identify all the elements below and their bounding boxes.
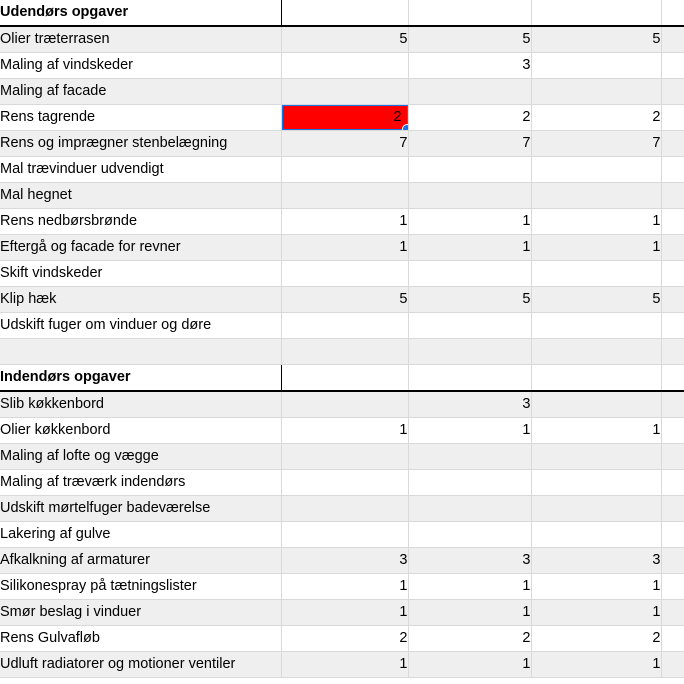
value-cell[interactable] bbox=[281, 522, 408, 548]
section-header-cell-tail[interactable] bbox=[661, 0, 684, 26]
table-row[interactable] bbox=[0, 574, 684, 600]
value-cell[interactable] bbox=[408, 470, 531, 496]
task-label-cell[interactable]: Smør beslag i vinduer bbox=[0, 600, 281, 626]
value-cell[interactable]: 1 bbox=[408, 209, 531, 235]
value-cell[interactable]: 5 bbox=[531, 26, 661, 53]
value-cell[interactable]: 1 bbox=[408, 652, 531, 678]
table-row[interactable] bbox=[0, 470, 684, 496]
value-cell[interactable] bbox=[281, 261, 408, 287]
table-row[interactable] bbox=[0, 496, 684, 522]
value-cell[interactable]: 7 bbox=[281, 131, 408, 157]
task-label-cell[interactable]: Rens og imprægner stenbelægning bbox=[0, 131, 281, 157]
table-row[interactable] bbox=[0, 548, 684, 574]
task-label-cell[interactable] bbox=[0, 339, 281, 365]
value-cell[interactable] bbox=[281, 79, 408, 105]
value-cell-tail[interactable] bbox=[661, 391, 684, 418]
table-row[interactable] bbox=[0, 418, 684, 444]
section-header-label[interactable]: Indendørs opgaver bbox=[0, 365, 281, 392]
value-cell-tail[interactable] bbox=[661, 522, 684, 548]
value-cell[interactable]: 1 bbox=[531, 209, 661, 235]
value-cell-tail[interactable] bbox=[661, 626, 684, 652]
value-cell[interactable]: 3 bbox=[408, 53, 531, 79]
value-cell[interactable] bbox=[531, 53, 661, 79]
section-header-cell[interactable] bbox=[281, 365, 408, 392]
value-cell-tail[interactable] bbox=[661, 287, 684, 313]
task-label-cell[interactable]: Skift vindskeder bbox=[0, 261, 281, 287]
value-cell[interactable] bbox=[408, 183, 531, 209]
table-row[interactable] bbox=[0, 235, 684, 261]
value-cell[interactable] bbox=[281, 470, 408, 496]
value-cell[interactable]: 7 bbox=[408, 131, 531, 157]
value-cell[interactable]: 5 bbox=[408, 287, 531, 313]
task-label-cell[interactable]: Eftergå og facade for revner bbox=[0, 235, 281, 261]
table-row[interactable] bbox=[0, 652, 684, 678]
value-cell[interactable]: 1 bbox=[281, 574, 408, 600]
table-row[interactable] bbox=[0, 26, 684, 53]
table-row[interactable] bbox=[0, 444, 684, 470]
section-header-cell[interactable] bbox=[531, 365, 661, 392]
value-cell-tail[interactable] bbox=[661, 574, 684, 600]
task-label-cell[interactable]: Rens nedbørsbrønde bbox=[0, 209, 281, 235]
value-cell-tail[interactable] bbox=[661, 157, 684, 183]
value-cell[interactable]: 1 bbox=[531, 418, 661, 444]
value-cell[interactable]: 3 bbox=[531, 548, 661, 574]
value-cell[interactable]: 1 bbox=[531, 574, 661, 600]
value-cell[interactable] bbox=[531, 496, 661, 522]
value-cell-tail[interactable] bbox=[661, 26, 684, 53]
table-row[interactable] bbox=[0, 157, 684, 183]
value-cell-tail[interactable] bbox=[661, 209, 684, 235]
value-cell[interactable]: 3 bbox=[408, 548, 531, 574]
value-cell[interactable] bbox=[281, 496, 408, 522]
value-cell-tail[interactable] bbox=[661, 235, 684, 261]
value-cell[interactable] bbox=[281, 444, 408, 470]
task-label-cell[interactable]: Maling af lofte og vægge bbox=[0, 444, 281, 470]
value-cell[interactable] bbox=[531, 339, 661, 365]
value-cell[interactable]: 1 bbox=[408, 235, 531, 261]
table-row[interactable] bbox=[0, 339, 684, 365]
task-label-cell[interactable]: Maling af facade bbox=[0, 79, 281, 105]
value-cell-tail[interactable] bbox=[661, 652, 684, 678]
value-cell[interactable] bbox=[281, 53, 408, 79]
value-cell-tail[interactable] bbox=[661, 53, 684, 79]
table-row[interactable] bbox=[0, 183, 684, 209]
task-label-cell[interactable]: Maling af træværk indendørs bbox=[0, 470, 281, 496]
value-cell[interactable]: 1 bbox=[281, 209, 408, 235]
task-label-cell[interactable]: Maling af vindskeder bbox=[0, 53, 281, 79]
value-cell[interactable] bbox=[408, 339, 531, 365]
value-cell[interactable] bbox=[531, 157, 661, 183]
section-header-row[interactable] bbox=[0, 365, 684, 392]
value-cell[interactable] bbox=[531, 522, 661, 548]
section-header-label[interactable]: Udendørs opgaver bbox=[0, 0, 281, 26]
table-row[interactable] bbox=[0, 287, 684, 313]
value-cell[interactable]: 2 bbox=[531, 105, 661, 131]
task-label-cell[interactable]: Mal trævinduer udvendigt bbox=[0, 157, 281, 183]
value-cell[interactable]: 1 bbox=[281, 600, 408, 626]
section-header-cell[interactable] bbox=[408, 365, 531, 392]
value-cell[interactable]: 2 bbox=[408, 105, 531, 131]
value-cell[interactable]: 1 bbox=[531, 600, 661, 626]
value-cell-tail[interactable] bbox=[661, 131, 684, 157]
table-row[interactable] bbox=[0, 261, 684, 287]
table-row[interactable] bbox=[0, 53, 684, 79]
table-row[interactable] bbox=[0, 313, 684, 339]
value-cell[interactable]: 1 bbox=[281, 652, 408, 678]
value-cell-tail[interactable] bbox=[661, 548, 684, 574]
value-cell-tail[interactable] bbox=[661, 261, 684, 287]
value-cell[interactable]: 5 bbox=[281, 287, 408, 313]
value-cell-tail[interactable] bbox=[661, 105, 684, 131]
value-cell[interactable] bbox=[531, 470, 661, 496]
value-cell-tail[interactable] bbox=[661, 339, 684, 365]
task-label-cell[interactable]: Silikonespray på tætningslister bbox=[0, 574, 281, 600]
value-cell-tail[interactable] bbox=[661, 313, 684, 339]
value-cell[interactable]: 1 bbox=[531, 652, 661, 678]
table-row[interactable] bbox=[0, 391, 684, 418]
task-label-cell[interactable]: Olier træterrasen bbox=[0, 26, 281, 53]
value-cell[interactable] bbox=[281, 183, 408, 209]
selected-cell-value: 2 bbox=[393, 109, 402, 125]
table-row[interactable] bbox=[0, 131, 684, 157]
value-cell-tail[interactable] bbox=[661, 79, 684, 105]
value-cell[interactable] bbox=[531, 313, 661, 339]
table-row[interactable] bbox=[0, 522, 684, 548]
task-label-cell[interactable]: Udskift mørtelfuger badeværelse bbox=[0, 496, 281, 522]
value-cell[interactable]: 5 bbox=[408, 26, 531, 53]
table-row[interactable] bbox=[0, 105, 684, 131]
value-cell[interactable] bbox=[408, 313, 531, 339]
value-cell[interactable]: 2 bbox=[281, 626, 408, 652]
value-cell[interactable]: 2 bbox=[531, 626, 661, 652]
value-cell[interactable]: 1 bbox=[408, 574, 531, 600]
value-cell[interactable] bbox=[408, 79, 531, 105]
value-cell-tail[interactable] bbox=[661, 470, 684, 496]
table-row[interactable] bbox=[0, 79, 684, 105]
value-cell[interactable]: 5 bbox=[531, 287, 661, 313]
value-cell[interactable]: 1 bbox=[281, 235, 408, 261]
task-label-cell[interactable]: Lakering af gulve bbox=[0, 522, 281, 548]
value-cell[interactable]: 1 bbox=[531, 235, 661, 261]
value-cell[interactable]: 5 bbox=[281, 26, 408, 53]
value-cell-tail[interactable] bbox=[661, 444, 684, 470]
section-header-cell[interactable] bbox=[281, 0, 408, 26]
value-cell[interactable] bbox=[531, 79, 661, 105]
value-cell-tail[interactable] bbox=[661, 183, 684, 209]
section-header-row[interactable] bbox=[0, 0, 684, 26]
value-cell[interactable] bbox=[281, 391, 408, 418]
value-cell[interactable] bbox=[408, 444, 531, 470]
task-label-cell[interactable]: Klip hæk bbox=[0, 287, 281, 313]
task-label-cell[interactable]: Olier køkkenbord bbox=[0, 418, 281, 444]
value-cell[interactable] bbox=[408, 496, 531, 522]
task-label-cell[interactable]: Slib køkkenbord bbox=[0, 391, 281, 418]
value-cell[interactable] bbox=[281, 313, 408, 339]
table-row[interactable] bbox=[0, 600, 684, 626]
task-label-cell[interactable]: Afkalkning af armaturer bbox=[0, 548, 281, 574]
value-cell-tail[interactable] bbox=[661, 600, 684, 626]
value-cell[interactable] bbox=[531, 183, 661, 209]
value-cell-tail[interactable] bbox=[661, 496, 684, 522]
value-cell[interactable]: 2 bbox=[408, 626, 531, 652]
value-cell[interactable] bbox=[531, 261, 661, 287]
task-label-cell[interactable]: Rens Gulvafløb bbox=[0, 626, 281, 652]
section-header-cell[interactable] bbox=[531, 0, 661, 26]
value-cell[interactable] bbox=[281, 157, 408, 183]
section-header-cell[interactable] bbox=[408, 0, 531, 26]
table-row[interactable] bbox=[0, 209, 684, 235]
value-cell[interactable]: 1 bbox=[281, 418, 408, 444]
task-label-cell[interactable]: Mal hegnet bbox=[0, 183, 281, 209]
value-cell[interactable] bbox=[281, 339, 408, 365]
section-header-cell-tail[interactable] bbox=[661, 365, 684, 392]
value-cell[interactable] bbox=[531, 444, 661, 470]
task-label-cell[interactable]: Rens tagrende bbox=[0, 105, 281, 131]
value-cell[interactable]: 1 bbox=[408, 600, 531, 626]
table-row[interactable] bbox=[0, 626, 684, 652]
task-label-cell[interactable]: Udskift fuger om vinduer og døre bbox=[0, 313, 281, 339]
value-cell[interactable]: 7 bbox=[531, 131, 661, 157]
value-cell[interactable]: 3 bbox=[281, 548, 408, 574]
value-cell[interactable] bbox=[531, 391, 661, 418]
value-cell[interactable] bbox=[408, 157, 531, 183]
selected-cell[interactable] bbox=[281, 105, 408, 131]
value-cell-tail[interactable] bbox=[661, 418, 684, 444]
value-cell[interactable]: 3 bbox=[408, 391, 531, 418]
task-label-cell[interactable]: Udluft radiatorer og motioner ventiler bbox=[0, 652, 281, 678]
value-cell[interactable] bbox=[408, 522, 531, 548]
value-cell[interactable]: 1 bbox=[408, 418, 531, 444]
value-cell[interactable] bbox=[408, 261, 531, 287]
